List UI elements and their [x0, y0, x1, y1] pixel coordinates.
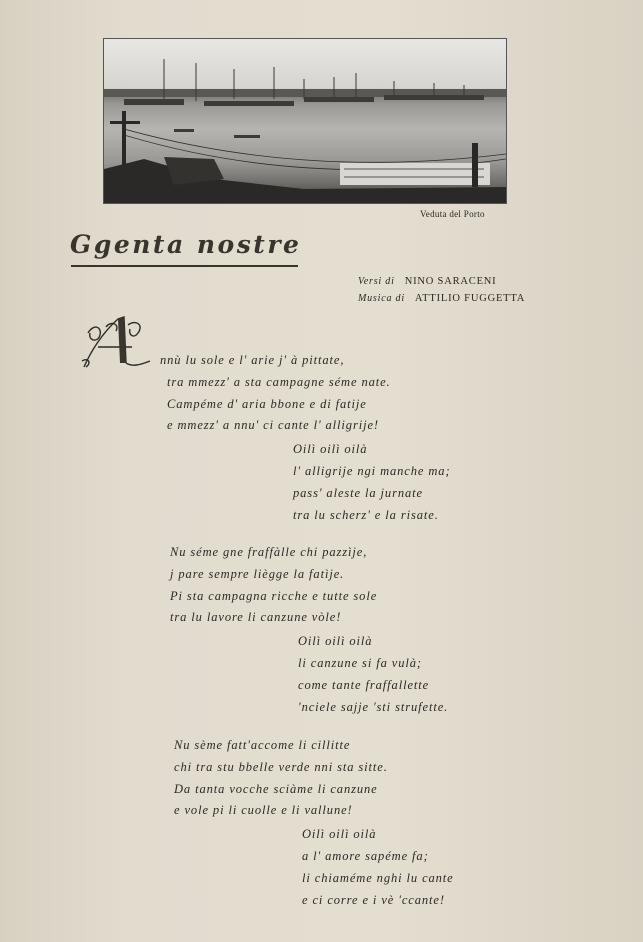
refrain-line: e ci corre e i vè 'ccante!	[302, 892, 445, 907]
refrain-line: l' alligrije ngi manche ma;	[293, 464, 451, 478]
harbor-illustration	[104, 39, 506, 203]
harbor-photo	[103, 38, 507, 204]
refrain-line: li chiaméme nghi lu cante	[302, 870, 454, 885]
refrain-line: 'nciele sajje 'sti strufette.	[298, 699, 449, 714]
refrain-line: Oilì oilì oilà	[302, 827, 377, 842]
verse-line: Nu sème fatt'accome li cillitte	[174, 738, 351, 752]
decorated-initial-a	[80, 313, 158, 371]
verse-line: tra mmezz' a sta campagne séme nate.	[167, 374, 391, 389]
music-credit	[358, 293, 525, 304]
verse-line: j pare sempre liègge la fatìje.	[170, 566, 345, 581]
refrain-line: Oilì oilì oilà	[298, 634, 373, 649]
refrain-line: tra lu scherz' e la risate.	[293, 507, 439, 522]
verse-line: nnù lu sole e l' arie j' à pittate,	[160, 353, 345, 367]
verse-line: Campéme d' aria bbone e di fatije	[167, 396, 367, 411]
verse-line: e mmezz' a nnu' ci cante l' alligrije!	[167, 418, 379, 433]
refrain-line: li canzune si fa vulà;	[298, 656, 422, 670]
music-author: ATTILIO FUGGETTA	[414, 293, 526, 304]
title-underline	[71, 265, 298, 267]
refrain-line: come tante fraffallette	[298, 677, 430, 692]
refrain-line: pass' aleste la jurnate	[293, 485, 423, 500]
verses-author: NINO SARACENI	[404, 276, 497, 287]
verse-line: Pi sta campagna ricche e tutte sole	[170, 588, 378, 603]
music-role: Musica di	[358, 293, 405, 304]
verses-credit	[358, 276, 496, 287]
refrain-line: Oilì oilì oilà	[293, 442, 368, 457]
verse-line: tra lu lavore li canzune vòle!	[170, 610, 342, 625]
verse-line: chi tra stu bbelle verde nni sta sitte.	[174, 759, 388, 774]
verse-line: Nu séme gne fraffàlle chi pazzìje,	[170, 545, 368, 559]
refrain-line: a l' amore sapéme fa;	[302, 849, 429, 863]
verse-line: Da tanta vocche sciàme li canzune	[174, 781, 378, 796]
verses-role: Versi di	[358, 276, 395, 287]
song-title: Ggenta nostre	[70, 230, 302, 259]
verse-line: e vole pi li cuolle e li vallune!	[174, 803, 353, 818]
photo-caption: Veduta del Porto	[420, 209, 485, 219]
